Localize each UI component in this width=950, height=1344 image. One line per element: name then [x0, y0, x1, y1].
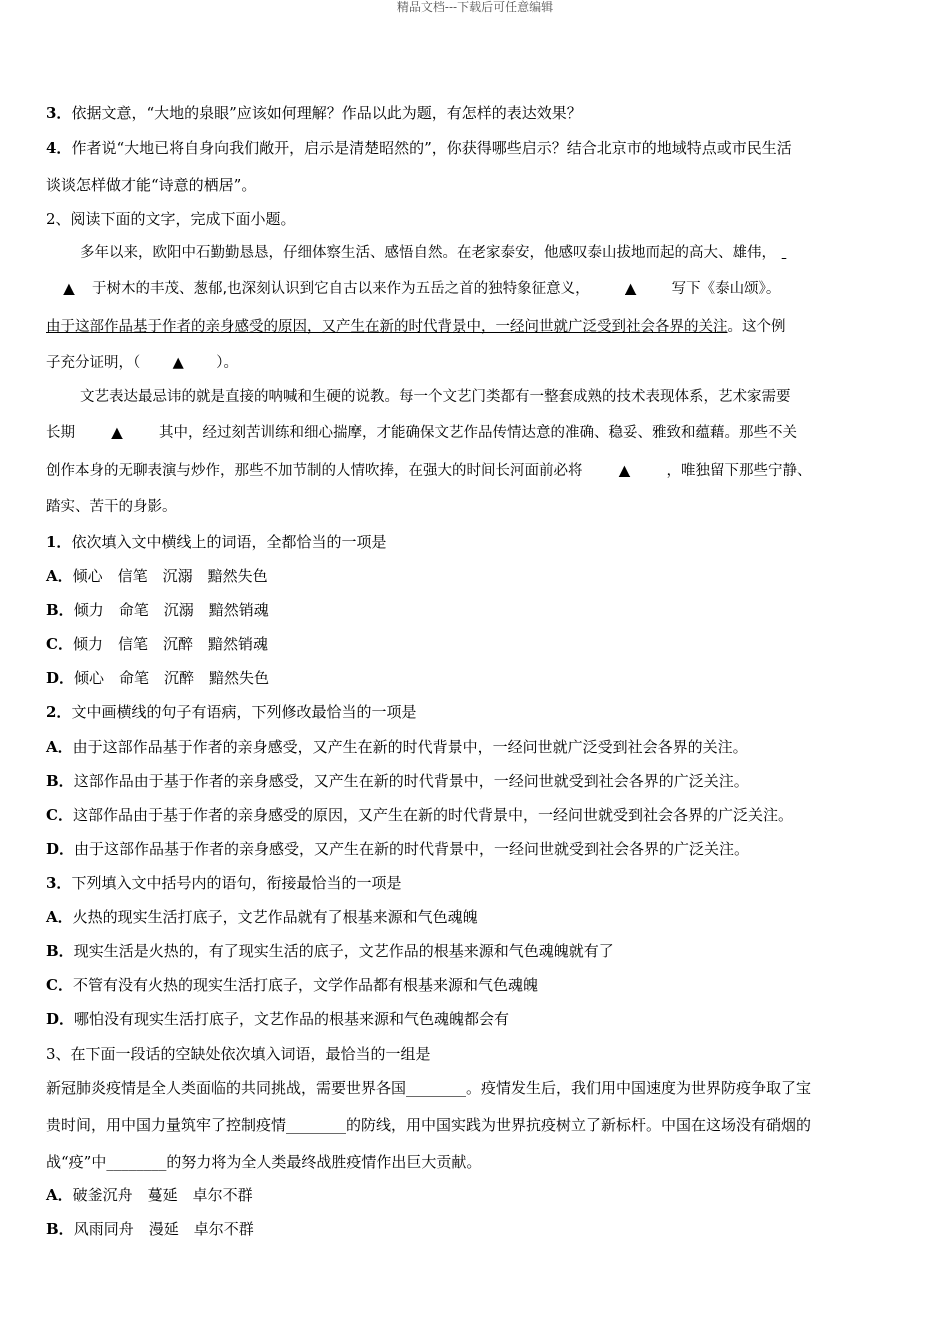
- question-line: 2．文中画横线的句子有语病，下列修改最恰当的一项是: [46, 703, 417, 721]
- text-line: 谈谈怎样做才能“诗意的栖居”。: [46, 176, 257, 194]
- section-title: 3、在下面一段话的空缺处依次填入词语，最恰当的一组是: [46, 1045, 431, 1063]
- option-line: B．风雨同舟 漫延 卓尔不群: [46, 1220, 254, 1238]
- option-line: C．倾力 信笔 沉醉 黯然销魂: [46, 635, 268, 653]
- bracket-blank: ▲: [172, 355, 184, 371]
- fill-blank: ▲: [111, 425, 123, 441]
- option-line: A．由于这部作品基于作者的亲身感受，又产生在新的时代背景中，一经问世就广泛受到社会各界的关注。: [46, 738, 748, 756]
- option-line: B．这部作品由于基于作者的亲身感受，又产生在新的时代背景中，一经问世就受到社会各界的广泛关注。: [46, 772, 749, 790]
- section-title: 2、阅读下面的文字，完成下面小题。: [46, 210, 296, 228]
- option-line: B．现实生活是火热的，有了现实生活的底子，文艺作品的根基来源和气色魂魄就有了: [46, 942, 614, 960]
- fill-blank: ________: [106, 1153, 167, 1171]
- option-line: A．倾心 信笔 沉溺 黯然失色: [46, 567, 268, 585]
- question-line: 3．下列填入文中括号内的语句，衔接最恰当的一项是: [46, 874, 402, 892]
- underlined-sentence: 由于这部作品基于作者的亲身感受的原因，又产生在新的时代背景中，一经问世就广泛受到社会各界的关注: [46, 319, 728, 335]
- passage-line: 创作本身的无聊表演与炒作，那些不加节制的人情吹捧，在强大的时间长河面前必将 ▲ ，唯独留下那些宁静、: [46, 463, 812, 479]
- option-line: D．哪怕没有现实生活打底子，文艺作品的根基来源和气色魂魄都会有: [46, 1010, 510, 1028]
- fill-blank: ▲: [618, 463, 631, 479]
- fill-blank: ________: [286, 1116, 347, 1134]
- passage-line: 多年以来，欧阳中石勤勤恳恳，仔细体察生活、感悟自然。在老家泰安，他感叹泰山拔地而起的高大、雄伟，: [80, 245, 776, 261]
- option-line: D．由于这部作品基于作者的亲身感受，又产生在新的时代背景中，一经问世就受到社会各界的广泛关注。: [46, 840, 750, 858]
- passage-line: 子充分证明，（ ▲ ）。: [46, 355, 238, 371]
- option-line: C．不管有没有火热的现实生活打底子，文学作品都有根基来源和气色魂魄: [46, 976, 538, 994]
- page-header: 精品文档---下载后可任意编辑: [396, 0, 554, 14]
- text-line: 战“疫”中________的努力将为全人类最终战胜疫情作出巨大贡献。: [46, 1153, 482, 1171]
- question-line: 3．依据文意，“大地的泉眼”应该如何理解？作品以此为题，有怎样的表达效果？: [46, 104, 582, 122]
- option-line: D．倾心 命笔 沉醉 黯然失色: [46, 669, 270, 687]
- option-line: A．破釜沉舟 蔓延 卓尔不群: [46, 1186, 253, 1204]
- passage-line: 由于这部作品基于作者的亲身感受的原因，又产生在新的时代背景中，一经问世就广泛受到社会各界的关注。这个例: [46, 319, 786, 335]
- fill-blank: ▲: [63, 281, 75, 297]
- passage-line: 文艺表达最忌讳的就是直接的呐喊和生硬的说教。每一个文艺门类都有一整套成熟的技术表现体系，艺术家需要: [80, 389, 791, 405]
- fill-blank: ________: [406, 1079, 467, 1097]
- question-line: 1．依次填入文中横线上的词语，全都恰当的一项是: [46, 533, 387, 551]
- fill-blank: ▲: [625, 281, 637, 297]
- question-line: 4．作者说“大地已将自身向我们敞开，启示是清楚昭然的”，你获得哪些启示？结合北京市的地域特点或市民生活: [46, 139, 792, 157]
- passage-line: 长期 ▲ 其中，经过刻苦训练和细心揣摩，才能确保文艺作品传情达意的准确、稳妥、雅致和蕴藉。那些不关: [46, 425, 797, 441]
- option-line: A．火热的现实生活打底子，文艺作品就有了根基来源和气色魂魄: [46, 908, 478, 926]
- text-line: 新冠肺炎疫情是全人类面临的共同挑战，需要世界各国________。疫情发生后，我们用中国速度为世界防疫争取了宝: [46, 1079, 812, 1097]
- text-line: 贵时间，用中国力量筑牢了控制疫情________的防线，用中国实践为世界抗疫树立了新标杆。中国在这场没有硝烟的: [46, 1116, 812, 1134]
- passage-line: 踏实、苦干的身影。: [46, 499, 177, 515]
- option-line: C．这部作品由于基于作者的亲身感受的原因，又产生在新的时代背景中，一经问世就受到社会各界的广泛关注。: [46, 806, 793, 824]
- passage-line: ▲ 于树木的丰茂、葱郁,也深刻认识到它自古以来作为五岳之首的独特象征意义， ▲ 写下《泰山颂》。: [46, 279, 780, 299]
- option-line: B．倾力 命笔 沉溺 黯然销魂: [46, 601, 269, 619]
